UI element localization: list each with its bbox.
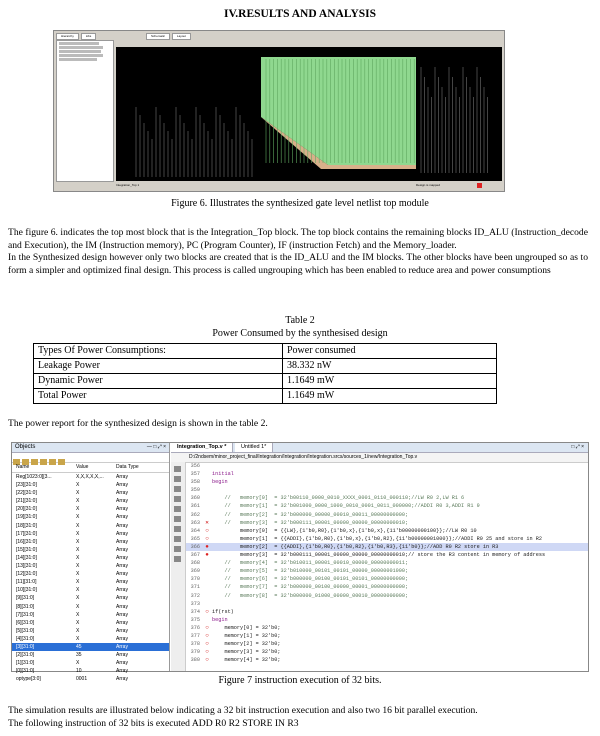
object-value: 10	[76, 668, 82, 675]
figure6-tabs	[56, 33, 192, 40]
line-number: 369	[190, 568, 200, 575]
object-row[interactable]	[12, 659, 169, 667]
code-text: initial	[212, 471, 234, 478]
code-line	[186, 656, 588, 664]
tab-hierarchy[interactable]: Hierarchy	[56, 33, 79, 40]
object-type: Array	[116, 660, 128, 667]
object-row[interactable]	[12, 562, 169, 570]
breakpoint-icon[interactable]	[202, 502, 212, 510]
code-line	[186, 608, 588, 616]
code-text: memory[2] = 32'b0;	[212, 641, 281, 648]
tab-untitled[interactable]: Untitled 1*	[235, 443, 273, 452]
code-text: begin	[212, 479, 228, 486]
breakpoint-icon[interactable]	[202, 470, 212, 478]
object-value: X	[76, 563, 80, 570]
line-number: 368	[190, 560, 200, 567]
breakpoint-icon[interactable]	[202, 567, 212, 575]
breakpoint-icon[interactable]	[202, 575, 212, 583]
tab-layout[interactable]: Layout	[172, 33, 191, 40]
object-name: [15][31:0]	[16, 546, 37, 553]
code-text: memory[1] = {{ADDI},{1'b0,R0},{1'b0,x},{1'b0,R2},{11'b00000001000}};//ADDI R0 25 and store in R2	[212, 535, 542, 542]
object-type: Array	[116, 546, 128, 553]
object-row[interactable]	[12, 611, 169, 619]
table-row: Leakage Power 38.332 nW	[34, 359, 497, 374]
code-text: // memory[1] = 32'b001000_0000_1000_0010_0001_0011_000000;//ADDI R0 3,ADDI R1 9	[212, 503, 480, 510]
object-name: [9][31:0]	[16, 595, 35, 602]
object-value: X	[76, 498, 80, 505]
object-value: X	[76, 490, 80, 497]
object-value: X	[76, 530, 80, 537]
code-line	[186, 535, 588, 543]
object-name: [16][31:0]	[16, 538, 37, 545]
line-number: 366	[190, 543, 200, 550]
file-path: D:/2ndsem/minor_project_final/Integration/Integration/Integration.srcs/sources_1/new/Integration_Top.v	[171, 453, 588, 463]
breakpoint-icon[interactable]: ✕	[205, 518, 209, 526]
object-value: X	[76, 660, 80, 667]
object-value: X	[76, 522, 80, 529]
code-line	[186, 648, 588, 656]
object-value: X	[76, 506, 80, 513]
object-type: Array	[116, 571, 128, 578]
code-text: // memory[5] = 32'b010000_00101_00101_00000_00000001000;	[212, 568, 409, 575]
line-number: 376	[190, 624, 200, 631]
object-type: Array	[116, 563, 128, 570]
code-text: // memory[3] = 32'b000111_00001_00000_00000_00000000010;	[212, 519, 409, 526]
code-line	[186, 600, 588, 608]
object-row[interactable]	[12, 538, 169, 546]
object-type: Array	[116, 522, 128, 529]
code-text: begin	[212, 616, 228, 623]
object-row[interactable]	[12, 497, 169, 505]
breakpoint-icon[interactable]: ○	[205, 526, 209, 534]
code-text: memory[2] = {{ADDI},{1'b0,R0},{1'b0,R2},{1'b0,R3},{11'b0}};//ADD R0 R2 store in R3	[212, 543, 499, 550]
object-name: [0][31:0]	[16, 668, 35, 675]
line-number: 372	[190, 592, 200, 599]
breakpoint-icon[interactable]: ○	[205, 656, 209, 664]
object-value: X	[76, 635, 80, 642]
object-row[interactable]	[12, 473, 169, 481]
code-text: memory[1] = 32'b0;	[212, 632, 281, 639]
object-value: X	[76, 554, 80, 561]
breakpoint-icon[interactable]: ○	[205, 640, 209, 648]
code-editor	[171, 443, 588, 671]
code-text: // memory[2] = 32'b000000_00000_00010_00011_00000000000;	[212, 511, 409, 518]
object-type: Array	[116, 676, 128, 683]
object-value: 45	[76, 643, 82, 650]
code-line	[186, 519, 588, 527]
body-text-1	[8, 227, 588, 278]
line-number: 361	[190, 503, 200, 510]
header-power: Power consumed	[283, 344, 497, 359]
object-name: Reg[1023:0][3...	[16, 474, 52, 480]
tab-libs[interactable]: Libs	[81, 33, 97, 40]
code-text: // memory[4] = 32'b010011_00001_00010_00000_00000000011;	[212, 560, 409, 567]
window-controls-icon: — □ ⤢ ×	[146, 444, 166, 450]
object-value: X	[76, 579, 80, 586]
object-type: Array	[116, 652, 128, 659]
objects-panel	[12, 443, 170, 683]
paragraph-final-2: The following instruction of 32 bits is executed ADD R0 R2 STORE IN R3	[8, 717, 299, 729]
object-type: Array	[116, 498, 128, 505]
object-type: Array	[116, 619, 128, 626]
object-type: Array	[116, 595, 128, 602]
breakpoint-icon[interactable]	[202, 616, 212, 624]
code-text: // memory[7] = 32'b000000_00100_00000_00001_00000000000;	[212, 584, 409, 591]
breakpoint-icon[interactable]: ○	[205, 623, 209, 631]
object-row[interactable]	[12, 489, 169, 497]
object-type: Array	[116, 668, 128, 675]
editor-gutter-toolbar	[171, 462, 186, 671]
line-number: 362	[190, 511, 200, 518]
table-row: Dynamic Power 1.1649 mW	[34, 374, 497, 389]
object-value: X	[76, 595, 80, 602]
object-row[interactable]	[12, 635, 169, 643]
line-number: 365	[190, 535, 200, 542]
object-name: [11][31:0]	[16, 579, 37, 586]
code-line	[186, 511, 588, 519]
object-type: Array	[116, 611, 128, 618]
code-line	[186, 486, 588, 494]
breakpoint-icon[interactable]	[202, 478, 212, 486]
object-row[interactable]	[12, 627, 169, 635]
object-value: X	[76, 538, 80, 545]
object-value: X	[76, 482, 80, 489]
header-type: Types Of Power Consumptions:	[34, 344, 283, 359]
breakpoint-icon[interactable]: ○	[205, 607, 209, 615]
object-name: [23][31:0]	[16, 482, 37, 489]
code-text: // memory[8] = 32'b000000_01000_00000_00010_00000000000;	[212, 592, 409, 599]
code-line	[186, 502, 588, 510]
code-line	[186, 543, 588, 551]
breakpoint-icon[interactable]	[202, 462, 212, 470]
object-row[interactable]	[12, 530, 169, 538]
breakpoint-icon[interactable]	[202, 494, 212, 502]
line-number: 375	[190, 616, 200, 623]
line-number: 380	[190, 657, 200, 664]
object-value: 0001	[76, 676, 88, 683]
paragraph-2: In the Synthesized design however only two blocks are created that is the ID_ALU and the IM blocks. The other blocks have been ungrouped so as to form a simpler and optimized final design. This process is called ungrouping which has been enabled to reduce area and power consumptions	[8, 252, 588, 277]
line-number: 360	[190, 495, 200, 502]
object-row[interactable]	[12, 513, 169, 521]
object-value: X	[76, 571, 80, 578]
figure7-caption: Figure 7 instruction execution of 32 bits.	[218, 675, 382, 686]
object-row[interactable]	[12, 586, 169, 594]
object-type: Array	[116, 627, 128, 634]
table-header-row	[34, 344, 497, 359]
object-row[interactable]	[12, 505, 169, 513]
breakpoint-icon[interactable]	[202, 592, 212, 600]
code-line	[186, 632, 588, 640]
breakpoint-icon[interactable]: ○	[205, 648, 209, 656]
line-number: 377	[190, 632, 200, 639]
code-line	[186, 640, 588, 648]
power-report-text: The power report for the synthesized design is shown in the table 2.	[8, 418, 268, 429]
breakpoint-icon[interactable]: ●	[205, 551, 209, 559]
object-type: Array	[116, 482, 128, 489]
paragraph-final-1: The simulation results are illustrated below indicating a 32 bit instruction execution and also two 16 bit parallel execution.	[8, 705, 478, 716]
object-row[interactable]	[12, 651, 169, 659]
code-line	[186, 616, 588, 624]
object-value: X	[76, 619, 80, 626]
object-name: [5][31:0]	[16, 627, 35, 634]
object-value: 35	[76, 652, 82, 659]
object-name: [14][31:0]	[16, 554, 37, 561]
netlist-screenshot	[53, 30, 505, 192]
object-name: [3][31:0]	[16, 643, 35, 650]
objects-toolbar	[12, 453, 169, 463]
object-name: [12][31:0]	[16, 571, 37, 578]
object-name: [17][31:0]	[16, 530, 37, 537]
object-type: Array	[116, 530, 128, 537]
object-type: Array	[116, 643, 128, 650]
object-row[interactable]	[12, 619, 169, 627]
object-name: optype[3:0]	[16, 676, 41, 683]
object-name: [20][31:0]	[16, 506, 37, 513]
table-label: Table 2	[285, 315, 315, 326]
editor-tabs	[171, 443, 588, 453]
object-name: [4][31:0]	[16, 635, 35, 642]
object-type: Array	[116, 635, 128, 642]
code-body	[186, 462, 588, 671]
code-line	[186, 478, 588, 486]
object-name: [10][31:0]	[16, 587, 37, 594]
body-text-final	[8, 705, 588, 730]
code-line	[186, 551, 588, 559]
line-number: 364	[190, 527, 200, 534]
line-number: 359	[190, 487, 200, 494]
breakpoint-icon[interactable]	[202, 511, 212, 519]
object-value: X	[76, 587, 80, 594]
object-row[interactable]	[12, 594, 169, 602]
object-value: X	[76, 514, 80, 521]
tab-schematic[interactable]: Schematic	[146, 33, 170, 40]
object-name: [22][31:0]	[16, 490, 37, 497]
code-text: memory[3] = 32'b000111_00001_00000_00000_00000000010;// store the R3 content in memory of address	[212, 552, 546, 559]
line-number: 370	[190, 576, 200, 583]
line-number: 358	[190, 479, 200, 486]
object-value: X	[76, 546, 80, 553]
code-text: memory[3] = 32'b0;	[212, 649, 281, 656]
code-line	[186, 567, 588, 575]
code-line	[186, 575, 588, 583]
objects-columns: Name Value Data Type	[12, 463, 169, 473]
status-bar: Integration_Top 1 Design is mapped	[116, 183, 502, 189]
object-row[interactable]	[12, 603, 169, 611]
code-text: memory[0] = {{LW},{1'b0,R0},{1'b0,x},{1'b0,x},{11'b00000000100}};//LW R0 10	[212, 527, 477, 534]
table-row: Total Power 1.1649 mW	[34, 389, 497, 404]
code-text: memory[4] = 32'b0;	[212, 657, 281, 664]
object-row[interactable]	[12, 522, 169, 530]
code-line	[186, 592, 588, 600]
line-number: 373	[190, 600, 200, 607]
breakpoint-icon[interactable]	[202, 559, 212, 567]
object-value: X	[76, 627, 80, 634]
paragraph-1: The figure 6. indicates the top most block that is the Integration_Top block. The top block contains the remaining blocks ID_ALU (Instruction_decode and Execution), the IM (Instruction memory), PC (Program Counter), IF (instruction Fetch) and the Memory_loader.	[8, 227, 588, 251]
breakpoint-icon[interactable]: ●	[205, 542, 209, 550]
code-line	[186, 559, 588, 567]
object-type: Array	[116, 514, 128, 521]
code-line	[186, 470, 588, 478]
line-number: 356	[190, 463, 200, 469]
code-line	[186, 462, 588, 470]
object-row[interactable]	[12, 546, 169, 554]
line-number: 378	[190, 641, 200, 648]
line-number: 367	[190, 552, 200, 559]
object-type: Array	[116, 474, 128, 480]
line-number: 379	[190, 649, 200, 656]
objects-list	[12, 473, 169, 683]
schematic-toolbar	[116, 40, 236, 46]
object-type: Array	[116, 579, 128, 586]
object-name: [7][31:0]	[16, 611, 35, 618]
code-text: if(rst)	[212, 608, 234, 615]
gate-netlist-graphic	[116, 47, 502, 181]
object-type: Array	[116, 506, 128, 513]
object-row[interactable]	[12, 578, 169, 586]
objects-panel-title: Objects — □ ⤢ ×	[12, 443, 169, 453]
object-row[interactable]	[12, 554, 169, 562]
breakpoint-icon[interactable]: ○	[205, 631, 209, 639]
section-title: IV.RESULTS AND ANALYSIS	[223, 8, 377, 20]
line-number: 363	[190, 519, 200, 526]
breakpoint-icon[interactable]	[202, 583, 212, 591]
object-value: X	[76, 611, 80, 618]
power-table	[33, 343, 497, 404]
object-name: [18][31:0]	[16, 522, 37, 529]
object-name: [19][31:0]	[16, 514, 37, 521]
object-value: X	[76, 603, 80, 610]
object-name: [21][31:0]	[16, 498, 37, 505]
hierarchy-pane	[56, 40, 114, 182]
object-type: Array	[116, 490, 128, 497]
code-line	[186, 527, 588, 535]
netlist-canvas	[116, 47, 502, 181]
object-row[interactable]	[12, 643, 169, 651]
object-type: Array	[116, 538, 128, 545]
line-number: 371	[190, 584, 200, 591]
code-text: // memory[6] = 32'b000000_00100_00101_00101_00000000000;	[212, 576, 409, 583]
breakpoint-icon[interactable]	[202, 600, 212, 608]
code-line	[186, 583, 588, 591]
object-type: Array	[116, 603, 128, 610]
figure6-caption: Figure 6. Illustrates the synthesized gate level netlist top module	[171, 198, 429, 209]
window-controls-icon: □ ⤢ ×	[571, 444, 584, 450]
code-text: memory[0] = 32'b0;	[212, 624, 281, 631]
object-name: [8][31:0]	[16, 603, 35, 610]
table-title: Power Consumed by the synthesised design	[212, 328, 388, 339]
object-name: [13][31:0]	[16, 563, 37, 570]
object-name: [2][31:0]	[16, 652, 35, 659]
object-row[interactable]	[12, 481, 169, 489]
line-number: 374	[190, 608, 200, 615]
code-line	[186, 494, 588, 502]
line-number: 357	[190, 471, 200, 478]
code-text: // memory[0] = 32'b00110_0000_0010_XXXX_0001_0110_000110;//LW R0 2,LW R1 6	[212, 495, 465, 502]
breakpoint-icon[interactable]: ○	[205, 534, 209, 542]
object-row[interactable]	[12, 570, 169, 578]
object-type: Array	[116, 587, 128, 594]
object-value: X,X,X,X,X,...	[76, 474, 104, 480]
code-line	[186, 624, 588, 632]
object-name: [6][31:0]	[16, 619, 35, 626]
object-name: [1][31:0]	[16, 660, 35, 667]
object-type: Array	[116, 554, 128, 561]
tab-integration-top[interactable]: Integration_Top.v *	[171, 443, 233, 452]
breakpoint-icon[interactable]	[202, 486, 212, 494]
